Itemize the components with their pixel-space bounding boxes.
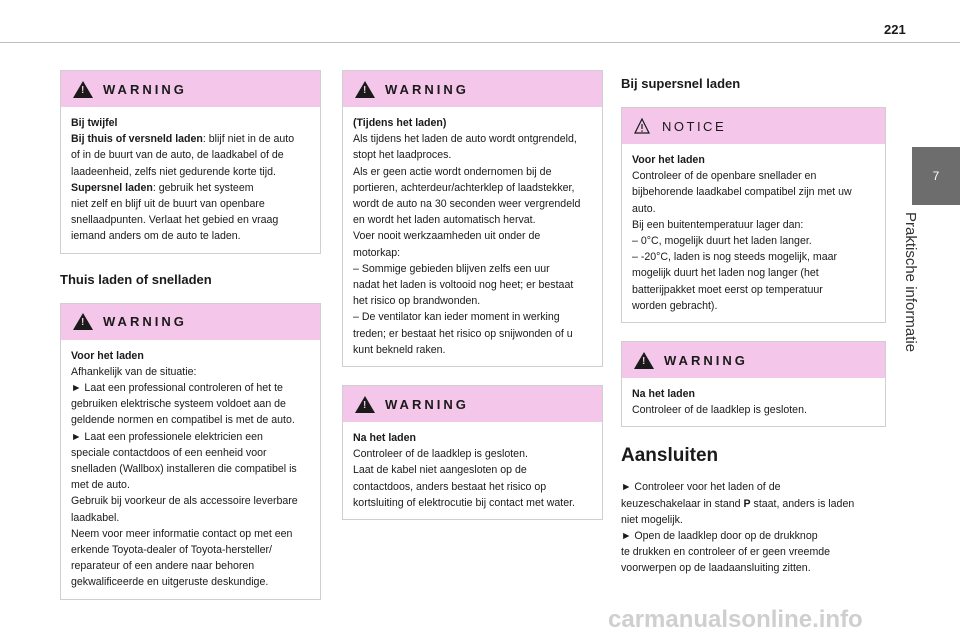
text-line: het risico op brandwonden. xyxy=(353,295,481,308)
text-line: kortsluiting of elektrocutie bij contact met water. xyxy=(353,496,575,509)
warning-box-during-charging xyxy=(342,70,603,367)
page-number: 221 xyxy=(884,22,906,37)
warning-box-doubt xyxy=(60,70,321,254)
text-line: Voer nooit werkzaamheden uit onder de xyxy=(353,230,541,243)
notice-icon xyxy=(634,118,650,134)
text-line: gekwalificeerde en uitgeruste deskundige. xyxy=(71,576,269,589)
text-span: : blijf niet in de auto xyxy=(202,133,295,146)
text-line: Als er geen actie wordt ondernomen bij de xyxy=(353,165,552,178)
text-line: mogelijk duurt het laden nog langer (het xyxy=(632,267,819,280)
warning-body xyxy=(343,422,602,519)
text-line: Voor het laden xyxy=(632,154,705,166)
text-line: met de auto. xyxy=(71,479,130,492)
warning-icon xyxy=(355,396,375,413)
text-line: contactdoos, anders bestaat het risico op xyxy=(353,480,547,493)
watermark: carmanualsonline.info xyxy=(608,606,863,633)
text-line: Na het laden xyxy=(353,432,416,445)
text-line xyxy=(71,131,310,147)
text-line: – 0°C, mogelijk duurt het laden langer. xyxy=(632,235,812,248)
warning-icon xyxy=(355,81,375,98)
warning-title: WARNING xyxy=(664,352,748,368)
text-line: Bij twijfel xyxy=(71,117,118,129)
text-line: portieren, achterdeur/achterklep of laadstekker, xyxy=(353,181,575,194)
warning-title: WARNING xyxy=(103,81,187,97)
text-line: ► Controleer voor het laden of de xyxy=(621,481,781,494)
warning-body xyxy=(61,107,320,253)
text-line: laadkabel. xyxy=(71,511,120,524)
text-line: snelladen (Wallbox) installeren die compatibel is xyxy=(71,463,297,476)
text-line: voorwerpen op de laadaansluiting zitten. xyxy=(621,562,811,575)
text-line: erkende Toyota-dealer of Toyota-hersteller/ xyxy=(71,544,273,557)
text-line: ► Open de laadklep door op de drukknop xyxy=(621,530,818,543)
warning-body xyxy=(61,340,320,599)
section-heading-home-charging: Thuis laden of snelladen xyxy=(60,271,212,287)
text-line: speciale contactdoos of een eenheid voor xyxy=(71,446,267,459)
text-line: niet mogelijk. xyxy=(621,513,683,526)
warning-header xyxy=(343,386,602,422)
bold-term: Supersnel laden xyxy=(71,181,153,194)
text-line: treden; er bestaat het risico op snijwonden of u xyxy=(353,327,573,340)
text-line: auto. xyxy=(632,202,656,215)
text-line: ► Laat een professional controleren of het te xyxy=(71,382,283,395)
chapter-label: Praktische informatie xyxy=(902,212,919,353)
text-line: – Sommige gebieden blijven zelfs een uur xyxy=(353,262,550,275)
text-line: stopt het laadproces. xyxy=(353,149,452,162)
text-line: Bij een buitentemperatuur lager dan: xyxy=(632,218,804,231)
text-line: Als tijdens het laden de auto wordt ontgrendeld, xyxy=(353,133,577,146)
text-line: Afhankelijk van de situatie: xyxy=(71,365,197,378)
text-line: geldende normen en compatibel is met de auto. xyxy=(71,414,295,427)
section-heading-connect: Aansluiten xyxy=(621,445,719,467)
notice-box xyxy=(621,107,886,323)
column-3 xyxy=(621,70,886,577)
text-line: worden gebracht). xyxy=(632,299,718,312)
text-line: kunt bekneld raken. xyxy=(353,343,446,356)
notice-title: NOTICE xyxy=(662,118,727,134)
text-line: motorkap: xyxy=(353,246,401,259)
warning-icon xyxy=(634,352,654,369)
text-line: – De ventilator kan ieder moment in werking xyxy=(353,311,560,324)
text-line: – -20°C, laden is nog steeds mogelijk, maar xyxy=(632,251,838,264)
header-divider xyxy=(0,42,960,43)
column-1 xyxy=(60,70,321,618)
warning-title: WARNING xyxy=(385,396,469,412)
warning-icon xyxy=(73,313,93,330)
text-line: laadeenheid, zelfs niet gedurende korte tijd. xyxy=(71,165,276,178)
text-line: wordt de auto na 30 seconden weer vergrendeld xyxy=(353,198,581,211)
warning-header xyxy=(343,71,602,107)
text-line xyxy=(71,180,310,196)
text-line: batterijpakket moet eerst op temperatuur xyxy=(632,283,823,296)
warning-box-home-charging xyxy=(60,303,321,600)
text-span: staat, anders is laden xyxy=(750,497,855,510)
bold-term: Bij thuis of versneld laden xyxy=(71,133,203,146)
text-line: Controleer of de laadklep is gesloten. xyxy=(353,448,528,461)
text-line: Gebruik bij voorkeur de als accessoire leverbare xyxy=(71,495,298,508)
text-line: (Tijdens het laden) xyxy=(353,117,447,129)
warning-header xyxy=(622,342,885,378)
warning-icon xyxy=(73,81,93,98)
text-line: Neem voor meer informatie contact op met een xyxy=(71,527,293,540)
column-2 xyxy=(342,70,603,538)
text-line: niet zelf en blijf uit de buurt van openbare xyxy=(71,198,265,211)
warning-header xyxy=(61,304,320,340)
warning-title: WARNING xyxy=(103,314,187,330)
text-line: reparateur of een andere naar behoren xyxy=(71,560,255,573)
text-line: nadat het laden is voltooid nog heet; er bestaat xyxy=(353,279,574,292)
text-line xyxy=(621,496,886,512)
chapter-tab[interactable]: 7 xyxy=(912,147,960,205)
text-line: te drukken en controleer of er geen vreemde xyxy=(621,546,831,559)
warning-body xyxy=(343,107,602,366)
text-line: iemand anders om de auto te laden. xyxy=(71,230,241,243)
text-line: Na het laden xyxy=(632,388,695,401)
text-line: ► Laat een professionele elektricien een xyxy=(71,430,263,443)
notice-body xyxy=(622,144,885,322)
text-span: : gebruik het systeem xyxy=(152,181,254,194)
text-line: en wordt het laden automatisch hervat. xyxy=(353,214,536,227)
notice-header xyxy=(622,108,885,144)
text-line: Voor het laden xyxy=(71,349,144,362)
warning-body xyxy=(622,378,885,426)
text-line: Controleer of de laadklep is gesloten. xyxy=(632,404,807,417)
warning-box-after-charging xyxy=(342,385,603,520)
text-line: snellaadpunten. Verlaat het gebied en vraag xyxy=(71,214,279,227)
connect-instructions xyxy=(621,479,886,576)
text-line: bijbehorende laadkabel compatibel zijn met uw xyxy=(632,186,852,199)
warning-header xyxy=(61,71,320,107)
text-line: Controleer of de openbare snellader en xyxy=(632,170,817,183)
warning-box-lid-closed xyxy=(621,341,886,427)
text-span: keuzeschakelaar in stand xyxy=(621,497,744,510)
warning-title: WARNING xyxy=(385,81,469,97)
bold-term: P xyxy=(743,497,751,510)
text-line: Laat de kabel niet aangesloten op de xyxy=(353,464,527,477)
text-line: of in de buurt van de auto, de laadkabel of de xyxy=(71,149,284,162)
text-line: gebruiken elektrische systeem voldoet aan de xyxy=(71,398,286,411)
section-heading-supercharging: Bij supersnel laden xyxy=(621,76,741,91)
